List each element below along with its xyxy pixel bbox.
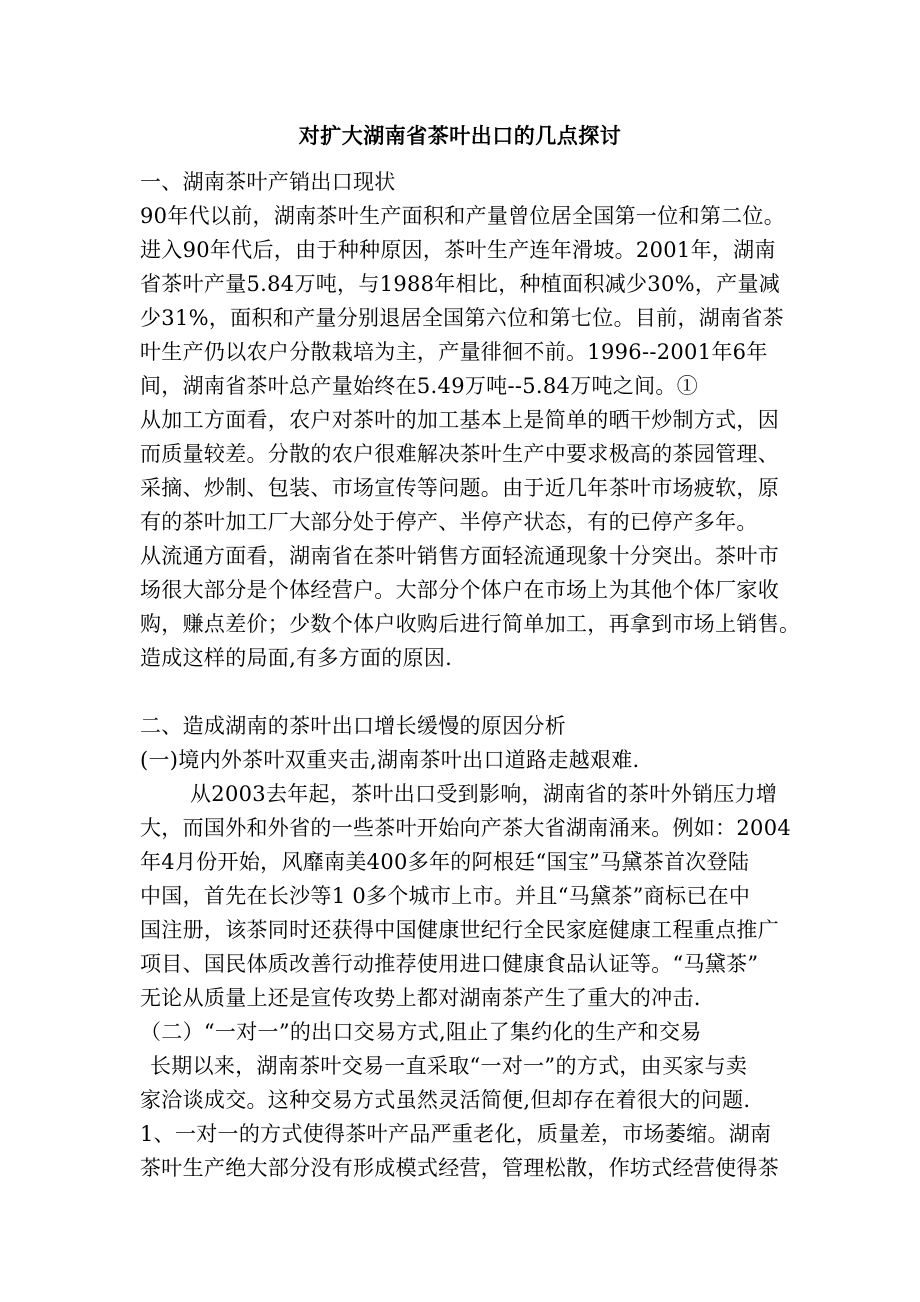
- paragraph-line: 而质量较差。分散的农户很难解决茶叶生产中要求极高的茶园管理、: [140, 442, 779, 466]
- document-title: 对扩大湖南省茶叶出口的几点探讨: [298, 123, 622, 148]
- subsection-heading-1: (一)境内外茶叶双重夹击,湖南茶叶出口道路走越艰难.: [140, 748, 640, 772]
- paragraph-line: 采摘、炒制、包装、市场宣传等问题。由于近几年茶叶市场疲软，原: [140, 476, 779, 500]
- paragraph-line: 无论从质量上还是宣传攻势上都对湖南茶产生了重大的冲击.: [140, 986, 701, 1010]
- paragraph-line: 购，赚点差价；少数个体户收购后进行简单加工，再拿到市场上销售。: [140, 612, 801, 636]
- subsection-heading-2: （二）“一对一”的出口交易方式,阻止了集约化的生产和交易: [140, 1020, 702, 1044]
- paragraph-line: 间，湖南省茶叶总产量始终在5.49万吨--5.84万吨之间。①: [140, 374, 699, 398]
- paragraph-line: 90年代以前，湖南茶叶生产面积和产量曾位居全国第一位和第二位。: [140, 204, 786, 228]
- paragraph-line: 茶叶生产绝大部分没有形成模式经营，管理松散，作坊式经营使得茶: [140, 1156, 779, 1180]
- paragraph-line: 长期以来，湖南茶叶交易一直采取“一对一”的方式，由买家与卖: [150, 1054, 748, 1078]
- paragraph-line: 场很大部分是个体经营户。大部分个体户在市场上为其他个体厂家收: [140, 578, 779, 602]
- paragraph-line: 从流通方面看，湖南省在茶叶销售方面轻流通现象十分突出。茶叶市: [140, 544, 779, 568]
- paragraph-line: 中国，首先在长沙等1 0多个城市上市。并且“马黛茶”商标已在中: [140, 884, 751, 908]
- paragraph-line: 省茶叶产量5.84万吨，与1988年相比，种植面积减少30%，产量减: [140, 272, 781, 296]
- paragraph-line: 家洽谈成交。这种交易方式虽然灵活简便,但却存在着很大的问题.: [140, 1088, 751, 1112]
- paragraph-line: 叶生产仍以农户分散栽培为主，产量徘徊不前。1996--2001年6年: [140, 340, 768, 364]
- paragraph-line: 少31%，面积和产量分别退居全国第六位和第七位。目前，湖南省茶: [140, 306, 784, 330]
- section-heading-2: 二、造成湖南的茶叶出口增长缓慢的原因分析: [140, 714, 566, 738]
- paragraph-line: 年4月份开始，风靡南美400多年的阿根廷“国宝”马黛茶首次登陆: [140, 850, 750, 874]
- paragraph-line: 造成这样的局面,有多方面的原因.: [140, 646, 453, 670]
- paragraph-line: 进入90年代后，由于种种原因，茶叶生产连年滑坡。2001年，湖南: [140, 238, 776, 262]
- paragraph-line: 从2003去年起，茶叶出口受到影响，湖南省的茶叶外销压力增: [190, 782, 778, 806]
- paragraph-line: 国注册，该茶同时还获得中国健康世纪行全民家庭健康工程重点推广: [140, 918, 779, 942]
- paragraph-line: 1、一对一的方式使得茶叶产品严重老化，质量差，市场萎缩。湖南: [140, 1122, 772, 1146]
- section-heading-1: 一、湖南茶叶产销出口现状: [140, 170, 396, 194]
- paragraph-line: 项目、国民体质改善行动推荐使用进口健康食品认证等。“马黛茶”: [140, 952, 759, 976]
- paragraph-line: 从加工方面看，农户对茶叶的加工基本上是简单的晒干炒制方式，因: [140, 408, 779, 432]
- paragraph-line: 有的茶叶加工厂大部分处于停产、半停产状态，有的已停产多年。: [140, 510, 758, 534]
- paragraph-line: 大，而国外和外省的一些茶叶开始向产茶大省湖南涌来。例如：2004: [140, 816, 792, 840]
